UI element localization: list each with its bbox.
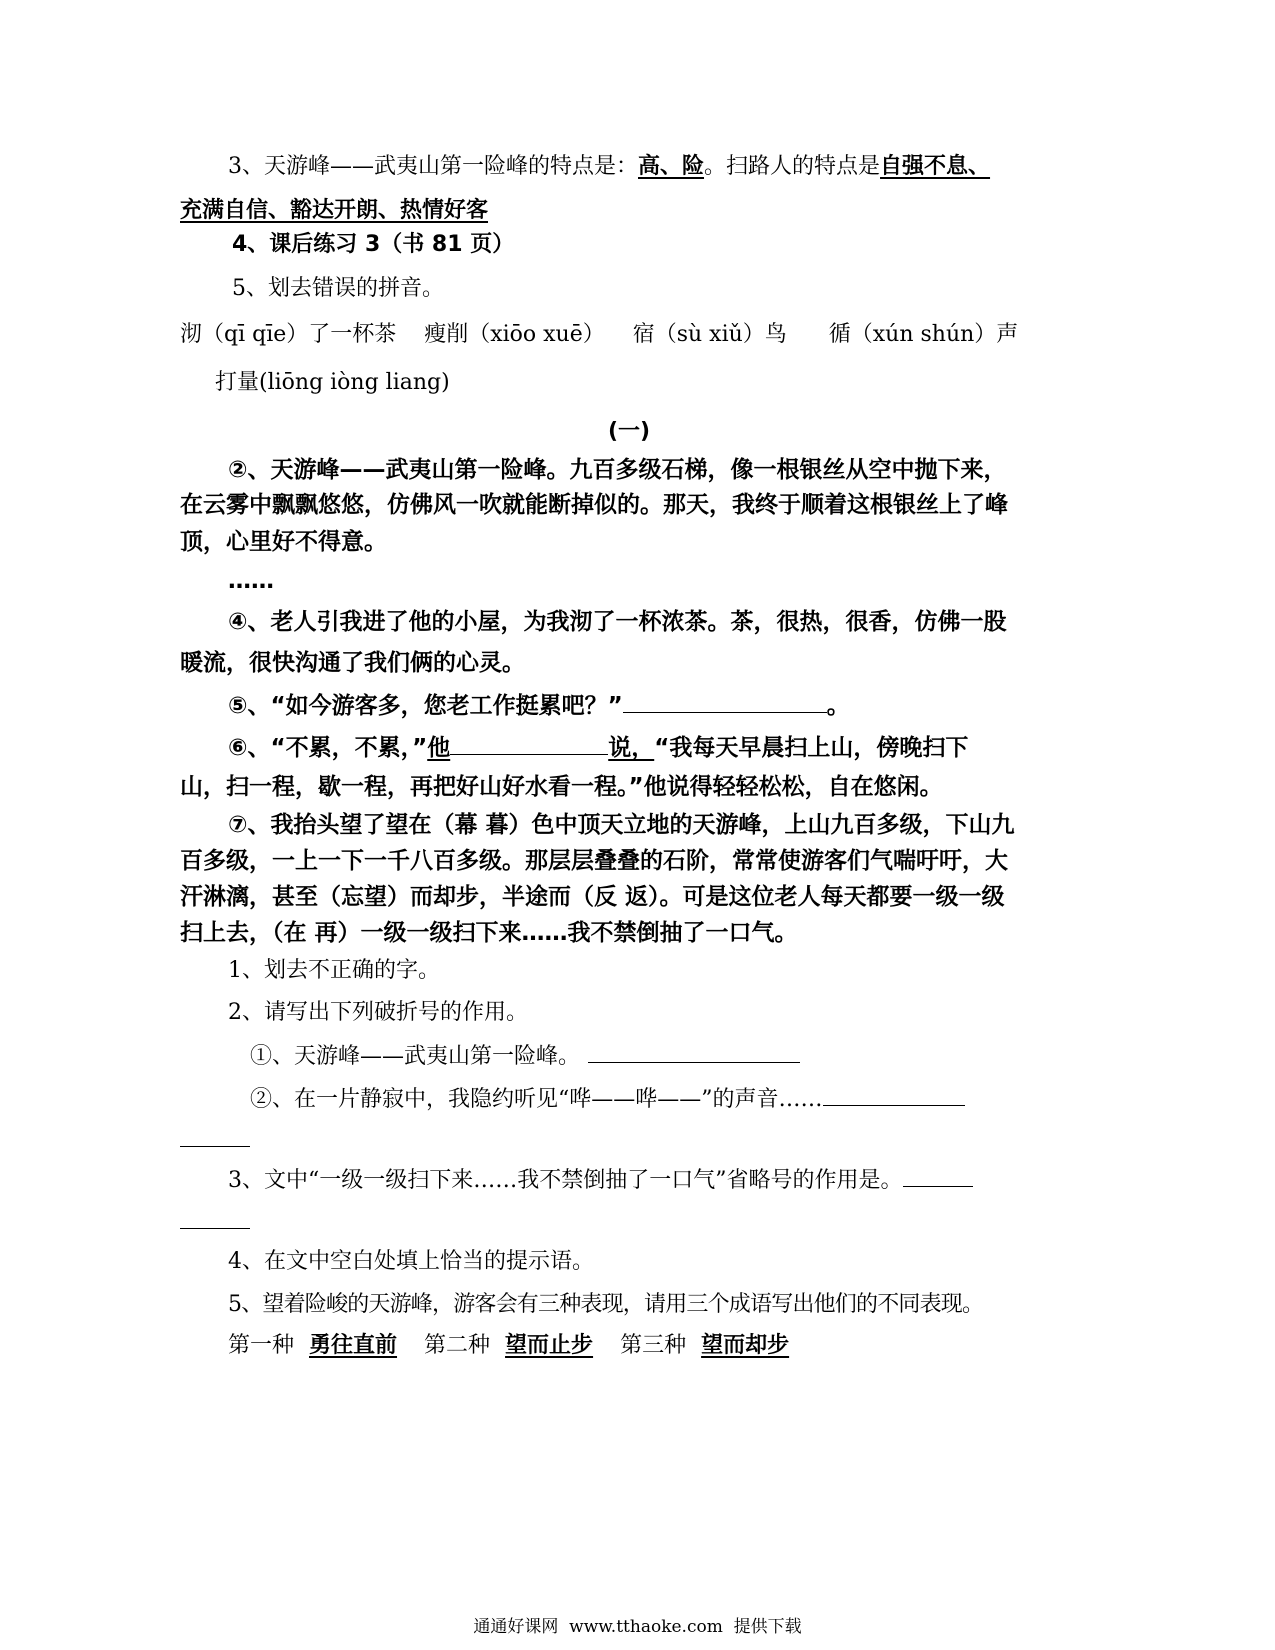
- passage-p2-line2: 在云雾中飘飘悠悠，仿佛风一吹就能断掉似的。那天，我终于顺着这根银丝上了峰: [180, 492, 1008, 518]
- question-3-blank-cont[interactable]: [180, 1206, 250, 1229]
- q5-title: 5、划去错误的拼音。: [232, 276, 444, 301]
- question-3: [228, 1164, 973, 1196]
- passage-p5-end: 。: [826, 693, 850, 719]
- passage-p7-line1: ⑦、我抬头望了望在（幕 暮）色中顶天立地的天游峰，上山九百多级，下山九: [228, 812, 1015, 838]
- passage-p5-text: ⑤、“如今游客多，您老工作挺累吧？”: [228, 693, 623, 719]
- passage-p4-line1: ④、老人引我进了他的小屋，为我沏了一杯浓茶。茶，很热，很香，仿佛一股: [228, 609, 1007, 635]
- section-heading: (一): [608, 419, 651, 444]
- question-3-text: 3、文中“一级一级扫下来……我不禁倒抽了一口气”省略号的作用是。: [228, 1168, 903, 1193]
- question-2b: [250, 1083, 965, 1115]
- passage-p7-line3: 汗淋漓，甚至（忘望）而却步，半途而（反 返）。可是这位老人每天都要一级一级: [180, 884, 1005, 910]
- passage-p7-line4: 扫上去，（在 再）一级一级扫下来……我不禁倒抽了一口气。: [180, 920, 798, 946]
- answer-label-1: 第一种: [228, 1333, 295, 1358]
- passage-p7-line2: 百多级，一上一下一千八百多级。那层层叠叠的石阶，常常使游客们气喘吁吁，大: [180, 848, 1008, 874]
- answer-3: 望而却步: [701, 1333, 790, 1358]
- page-footer: 通通好课网 www.tthaoke.com 提供下载: [473, 1617, 802, 1637]
- passage-ellipsis: ……: [228, 568, 274, 594]
- q3-answer-sweeper-a: 自强不息、: [880, 154, 991, 179]
- question-2: 2、请写出下列破折号的作用。: [228, 1000, 528, 1025]
- question-2a: [250, 1040, 800, 1072]
- question-2a-blank[interactable]: [588, 1040, 800, 1063]
- question-1: 1、划去不正确的字。: [228, 958, 440, 983]
- passage-p5-blank[interactable]: [623, 690, 827, 713]
- q3-prefix: 3、天游峰——武夷山第一险峰的特点是：: [228, 154, 638, 179]
- question-2b-text: ②、在一片静寂中，我隐约听见“哗——哗——”的声音……: [250, 1087, 823, 1112]
- answer-2: 望而止步: [505, 1333, 594, 1358]
- answer-label-3: 第三种: [620, 1333, 687, 1358]
- passage-p6-rest: “我每天早晨扫上山，傍晚扫下: [654, 735, 969, 761]
- q3-line1: [228, 152, 990, 182]
- answer-label-2: 第二种: [424, 1333, 491, 1358]
- passage-p6-he: 他: [427, 735, 451, 761]
- question-4: 4、在文中空白处填上恰当的提示语。: [228, 1249, 594, 1274]
- question-5-answers: [228, 1331, 789, 1361]
- passage-p6-quote: ⑥、“不累，不累，”: [228, 735, 428, 761]
- passage-p5: [228, 690, 850, 721]
- question-2b-blank-cont[interactable]: [180, 1124, 250, 1147]
- passage-p2-line3: 顶，心里好不得意。: [180, 529, 387, 555]
- passage-p6-blank[interactable]: [450, 732, 608, 755]
- question-2b-blank[interactable]: [823, 1083, 965, 1106]
- passage-p4-line2: 暖流，很快沟通了我们俩的心灵。: [180, 650, 525, 676]
- q3-mid: 。扫路人的特点是: [704, 154, 881, 179]
- passage-p2-line1: ②、天游峰——武夷山第一险峰。九百多级石梯，像一根银丝从空中抛下来，: [228, 457, 1007, 483]
- q3-line2: [180, 196, 488, 226]
- q4-text: 4、课后练习 3（书 81 页）: [232, 232, 515, 257]
- question-5: 5、望着险峻的天游峰，游客会有三种表现，请用三个成语写出他们的不同表现。: [228, 1292, 984, 1317]
- question-3-blank[interactable]: [903, 1164, 973, 1187]
- passage-p6-shuo: 说，: [608, 735, 655, 761]
- q5-pinyin-row1: 沏（qī qīe）了一杯茶 瘦削（xiōo xuē） 宿（sù xiǔ）鸟 循（xún shún）声: [180, 322, 1019, 347]
- q3-answer-sweeper-b: 充满自信、豁达开朗、热情好客: [180, 198, 489, 223]
- q5-pinyin-row2: 打量(liōng iòng liang): [215, 370, 450, 395]
- passage-p6-line2: 山，扫一程，歇一程，再把好山好水看一程。”他说得轻轻松松，自在悠闲。: [180, 774, 943, 800]
- q3-answer-features: 高、险: [638, 154, 705, 179]
- question-2a-text: ①、天游峰——武夷山第一险峰。: [250, 1044, 581, 1069]
- passage-p6-line1: [228, 732, 968, 763]
- answer-1: 勇往直前: [309, 1333, 398, 1358]
